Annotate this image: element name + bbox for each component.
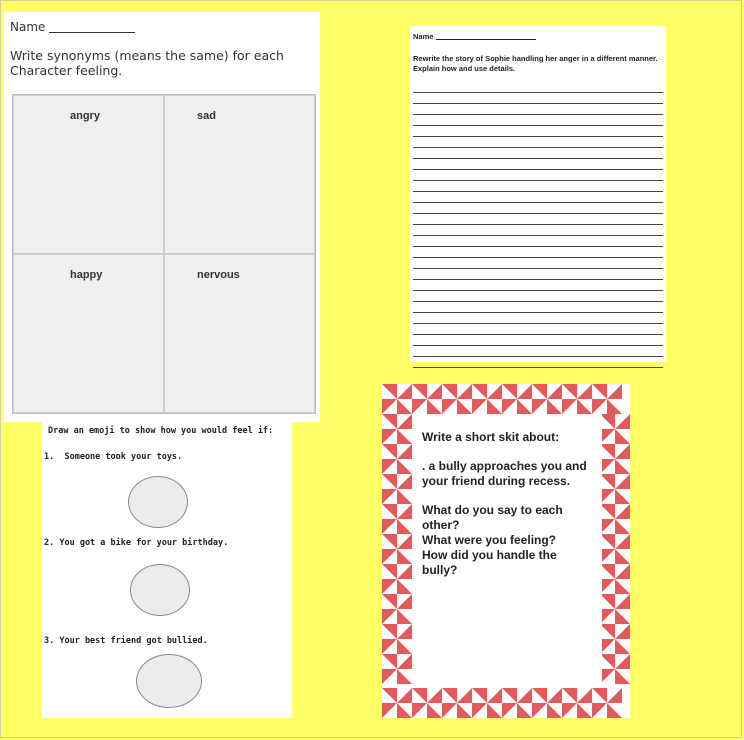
- writing-line: [413, 291, 663, 302]
- skit-card: [382, 384, 630, 718]
- border-triangle: [502, 703, 517, 718]
- border-triangle: [577, 688, 592, 703]
- border-triangle: [412, 688, 427, 703]
- writing-line: [413, 181, 663, 192]
- border-triangle: [382, 549, 397, 564]
- border-triangle: [382, 534, 397, 549]
- border-triangle: [397, 579, 412, 594]
- writing-line: [413, 346, 663, 357]
- border-triangle: [615, 549, 630, 564]
- border-triangle: [600, 504, 615, 519]
- border-triangle: [382, 594, 397, 609]
- border-triangle: [532, 399, 547, 414]
- writing-line: [413, 258, 663, 269]
- border-triangle: [397, 489, 412, 504]
- writing-line: [413, 225, 663, 236]
- border-triangle: [397, 703, 412, 718]
- question-1: 1. Someone took your toys.: [44, 452, 183, 462]
- border-triangle: [382, 429, 397, 444]
- border-triangle: [442, 688, 457, 703]
- border-triangle: [472, 384, 487, 399]
- border-triangle: [600, 489, 615, 504]
- border-triangle: [427, 688, 442, 703]
- border-triangle: [517, 384, 532, 399]
- border-triangle: [562, 688, 577, 703]
- writing-line: [413, 214, 663, 225]
- border-triangle: [547, 399, 562, 414]
- writing-line: [413, 324, 663, 335]
- writing-line: [413, 357, 663, 368]
- border-triangle: [502, 688, 517, 703]
- border-triangle: [397, 669, 412, 684]
- border-triangle: [615, 609, 630, 624]
- feeling-cell-happy: happy: [13, 254, 164, 413]
- writing-lines: [413, 82, 663, 368]
- border-triangle: [600, 549, 615, 564]
- border-triangle: [502, 399, 517, 414]
- border-triangle: [397, 624, 412, 639]
- border-triangle: [600, 579, 615, 594]
- border-triangle: [600, 609, 615, 624]
- border-triangle: [397, 534, 412, 549]
- border-triangle: [397, 459, 412, 474]
- border-triangle: [397, 384, 412, 399]
- writing-line: [413, 313, 663, 324]
- border-triangle: [517, 688, 532, 703]
- border-triangle: [412, 703, 427, 718]
- name-line: [49, 32, 135, 33]
- border-triangle: [442, 703, 457, 718]
- border-triangle: [397, 549, 412, 564]
- border-triangle: [547, 688, 562, 703]
- border-triangle: [532, 688, 547, 703]
- border-triangle: [615, 564, 630, 579]
- feeling-cell-nervous: nervous: [164, 254, 315, 413]
- border-triangle: [397, 594, 412, 609]
- border-triangle: [397, 474, 412, 489]
- question-3: 3. Your best friend got bullied.: [44, 636, 208, 646]
- skit-text: [422, 430, 592, 578]
- border-triangle: [382, 414, 397, 429]
- border-triangle: [457, 688, 472, 703]
- writing-line: [413, 126, 663, 137]
- border-triangle: [397, 564, 412, 579]
- border-triangle: [397, 654, 412, 669]
- border-triangle: [600, 564, 615, 579]
- writing-line: [413, 104, 663, 115]
- skit-question-2: What were you feeling?: [422, 533, 557, 547]
- border-triangle: [382, 489, 397, 504]
- border-triangle: [615, 444, 630, 459]
- writing-line: [413, 192, 663, 203]
- border-triangle: [615, 624, 630, 639]
- border-triangle: [397, 519, 412, 534]
- emoji-circle-2: [130, 564, 190, 616]
- border-triangle: [457, 399, 472, 414]
- border-triangle: [382, 624, 397, 639]
- writing-line: [413, 247, 663, 258]
- synonyms-worksheet: [4, 12, 320, 422]
- border-triangle: [600, 429, 615, 444]
- border-triangle: [615, 654, 630, 669]
- border-triangle: [600, 474, 615, 489]
- border-triangle: [600, 669, 615, 684]
- border-triangle: [442, 399, 457, 414]
- name-line: [436, 39, 536, 40]
- border-triangle: [457, 703, 472, 718]
- border-triangle: [397, 609, 412, 624]
- border-triangle: [600, 654, 615, 669]
- border-triangle: [397, 414, 412, 429]
- border-triangle: [517, 399, 532, 414]
- writing-line: [413, 148, 663, 159]
- border-triangle: [427, 399, 442, 414]
- border-triangle: [562, 399, 577, 414]
- border-triangle: [472, 399, 487, 414]
- border-triangle: [615, 504, 630, 519]
- skit-heading: Write a short skit about:: [422, 430, 560, 444]
- border-triangle: [600, 444, 615, 459]
- name-label: Name: [413, 32, 536, 41]
- border-triangle: [382, 384, 397, 399]
- border-triangle: [487, 399, 502, 414]
- border-triangle: [487, 384, 502, 399]
- rewrite-instruction: Rewrite the story of Sophie handling her anger in a different manner. Explain how and use details.: [413, 54, 658, 73]
- border-triangle: [592, 703, 607, 718]
- border-triangle: [615, 429, 630, 444]
- emoji-worksheet: [42, 422, 292, 718]
- border-triangle: [600, 534, 615, 549]
- border-triangle: [615, 579, 630, 594]
- border-triangle: [412, 384, 427, 399]
- border-triangle: [532, 384, 547, 399]
- writing-line: [413, 269, 663, 280]
- feeling-cell-angry: angry: [13, 95, 164, 254]
- border-triangle: [517, 703, 532, 718]
- writing-line: [413, 170, 663, 181]
- border-triangle: [487, 688, 502, 703]
- emoji-circle-3: [136, 654, 202, 708]
- writing-line: [413, 115, 663, 126]
- border-triangle: [427, 703, 442, 718]
- border-triangle: [615, 639, 630, 654]
- writing-line: [413, 159, 663, 170]
- border-triangle: [547, 703, 562, 718]
- border-triangle: [577, 384, 592, 399]
- border-triangle: [600, 639, 615, 654]
- writing-line: [413, 93, 663, 104]
- border-triangle: [577, 399, 592, 414]
- feelings-grid: [12, 94, 316, 414]
- border-triangle: [502, 384, 517, 399]
- border-triangle: [577, 703, 592, 718]
- border-triangle: [382, 564, 397, 579]
- border-triangle: [600, 594, 615, 609]
- border-triangle: [600, 414, 615, 429]
- border-triangle: [412, 399, 427, 414]
- border-triangle: [615, 414, 630, 429]
- emoji-title: Draw an emoji to show how you would feel if:: [48, 426, 274, 436]
- border-triangle: [615, 669, 630, 684]
- emoji-circle-1: [128, 476, 188, 528]
- border-triangle: [532, 703, 547, 718]
- border-triangle: [427, 384, 442, 399]
- border-triangle: [615, 489, 630, 504]
- border-triangle: [562, 384, 577, 399]
- border-triangle: [382, 474, 397, 489]
- border-triangle: [382, 703, 397, 718]
- border-triangle: [457, 384, 472, 399]
- border-triangle: [382, 444, 397, 459]
- border-triangle: [600, 624, 615, 639]
- border-triangle: [607, 688, 622, 703]
- border-triangle: [382, 609, 397, 624]
- writing-line: [413, 137, 663, 148]
- border-triangle: [382, 688, 397, 703]
- border-triangle: [607, 399, 622, 414]
- skit-question-1: What do you say to each other?: [422, 503, 563, 532]
- border-triangle: [382, 669, 397, 684]
- skit-question-3: How did you handle the bully?: [422, 548, 557, 577]
- writing-line: [413, 302, 663, 313]
- border-triangle: [607, 703, 622, 718]
- border-triangle: [472, 703, 487, 718]
- feeling-cell-sad: sad: [164, 95, 315, 254]
- border-triangle: [615, 519, 630, 534]
- border-triangle: [592, 688, 607, 703]
- border-triangle: [382, 654, 397, 669]
- border-triangle: [600, 459, 615, 474]
- border-triangle: [397, 429, 412, 444]
- writing-line: [413, 203, 663, 214]
- border-triangle: [397, 688, 412, 703]
- border-triangle: [472, 688, 487, 703]
- border-triangle: [382, 639, 397, 654]
- border-triangle: [607, 384, 622, 399]
- border-triangle: [487, 703, 502, 718]
- border-triangle: [397, 639, 412, 654]
- border-triangle: [442, 384, 457, 399]
- border-triangle: [382, 399, 397, 414]
- border-triangle: [397, 399, 412, 414]
- border-triangle: [382, 519, 397, 534]
- border-triangle: [615, 534, 630, 549]
- border-triangle: [382, 579, 397, 594]
- name-label: Name: [10, 20, 135, 34]
- question-2: 2. You got a bike for your birthday.: [44, 538, 229, 548]
- border-triangle: [382, 504, 397, 519]
- border-triangle: [382, 459, 397, 474]
- writing-line: [413, 280, 663, 291]
- border-triangle: [592, 384, 607, 399]
- skit-prompt: . a bully approaches you and your friend during recess.: [422, 459, 587, 488]
- border-triangle: [397, 504, 412, 519]
- writing-line: [413, 335, 663, 346]
- writing-line: [413, 236, 663, 247]
- border-triangle: [562, 703, 577, 718]
- rewrite-worksheet: [410, 26, 666, 362]
- border-triangle: [615, 459, 630, 474]
- border-triangle: [397, 444, 412, 459]
- synonyms-instruction: Write synonyms (means the same) for each Character feeling.: [10, 48, 284, 78]
- border-triangle: [600, 519, 615, 534]
- border-triangle: [615, 594, 630, 609]
- border-triangle: [592, 399, 607, 414]
- border-triangle: [547, 384, 562, 399]
- border-triangle: [615, 474, 630, 489]
- writing-line: [413, 82, 663, 93]
